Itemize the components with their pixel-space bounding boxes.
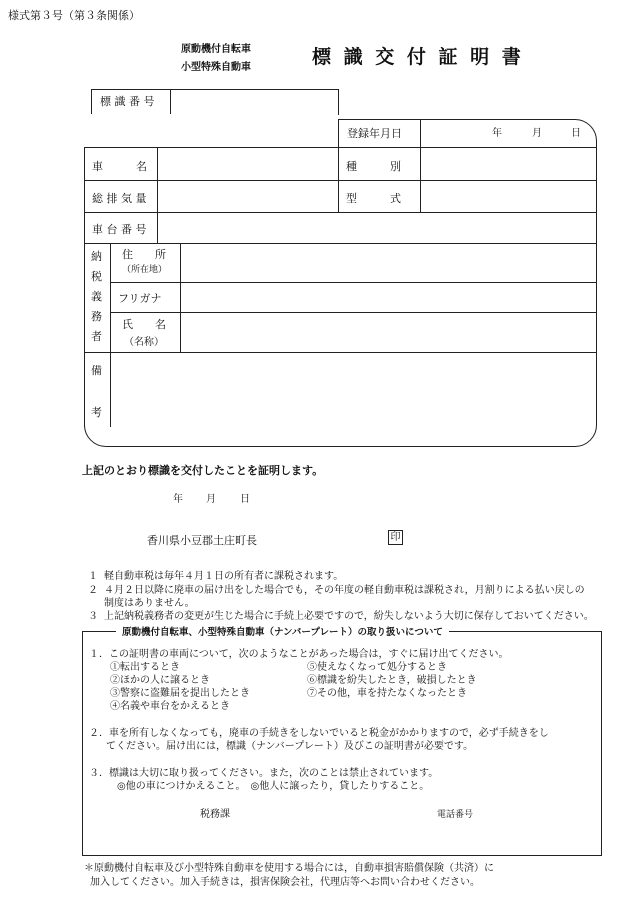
footer-line-1: ＊原動機付自転車及び小型特殊自動車を使用する場合には，自動車損害賠償保険（共済）に [84,863,494,874]
handling-item: ①転出するとき [110,662,180,673]
note-number: ３ [88,611,98,622]
furigana-label: フリガナ [118,292,162,305]
address-sub-label: （所在地） [122,265,168,275]
displacement-label: 総 排 気 量 [92,192,147,205]
certify-statement: 上記のとおり標識を交付したことを証明します。 [82,464,324,477]
registration-form [84,119,597,447]
note-number: ２ [88,585,98,596]
seal-mark: 印 [388,530,403,545]
handling-item: ③警察に盗難届を提出したとき [110,688,250,699]
sign-number-box [91,89,339,115]
certify-month: 月 [206,494,216,505]
name-sub-label: （名称） [124,337,164,348]
vehicle-type-moped: 原動機付自転車 [181,44,251,55]
page-title: 標 識 交 付 証 明 書 [312,46,524,68]
note-text: 軽自動車税は毎年４月１日の所有者に課税されます。 [104,571,344,582]
taxpayer-label-5: 者 [91,330,102,343]
taxpayer-label-2: 税 [91,270,102,283]
handling-item: ⑦その他，車を持たなくなったとき [307,688,467,699]
reg-date-day: 日 [571,128,581,139]
chassis-number-label: 車 台 番 号 [92,223,147,236]
taxpayer-label-3: 義 [91,290,102,303]
certify-year: 年 [173,494,183,505]
vehicle-type-small-special: 小型特殊自動車 [181,62,251,73]
handling-p2-line2: てください。届け出には，標識（ナンバープレート）及びこの証明書が必要です。 [106,741,474,752]
handling-p1-intro: １．この証明書の車両について，次のようなことがあった場合は，すぐに届け出てください。 [89,649,509,660]
reg-date-label: 登録年月日 [347,127,402,140]
handling-item: ②ほかの人に譲るとき [110,675,210,686]
car-name-label: 車 名 [92,160,147,173]
form-number: 様式第３号（第３条関係） [8,9,140,22]
handling-item: ⑤使えなくなって処分するとき [307,662,447,673]
sign-number-label: 標 識 番 号 [100,95,155,108]
remarks-label-1: 備 [91,364,102,377]
handling-title: 原動機付自転車、小型特殊自動車（ナンバープレート）の取り扱いについて [116,624,449,638]
note-number: １ [88,571,98,582]
footer-line-2: 加入してください。加入手続きは，損害保険会社，代理店等へお問い合わせください。 [90,877,480,888]
tax-division: 税務課 [200,809,230,820]
taxpayer-label-1: 納 [91,250,102,263]
name-label: 氏 名 [122,318,166,331]
note-text: 制度はありません。 [104,598,195,609]
phone-number-label: 電話番号 [437,810,474,820]
model-label: 型 式 [346,192,401,205]
handling-item: ⑥標識を紛失したとき，破損したとき [307,675,477,686]
handling-p2-line1: ２．車を所有しなくなっても，廃車の手続きをしないでいると税金がかかりますので，必ず手続きをし [89,728,549,739]
handling-p3-line2: ◎他の車につけかえること。 ◎他人に譲ったり，貸したりすること。 [117,781,430,792]
note-text: ４月２日以降に廃車の届け出をした場合でも，その年度の軽自動車税は課税され，月割りによる払い戻しの [104,585,585,596]
handling-p3-line1: ３．標識は大切に取り扱ってください。また，次のことは禁止されています。 [89,768,439,779]
reg-date-year: 年 [492,128,502,139]
handling-item: ④名義や車台をかえるとき [110,701,230,712]
reg-date-month: 月 [532,128,542,139]
taxpayer-label-4: 務 [91,310,102,323]
kind-label: 種 別 [346,160,401,173]
note-text: 上記納税義務者の変更が生じた場合に手続上必要ですので，紛失しないよう大切に保存しておいてください。 [104,611,594,622]
remarks-label-2: 考 [91,406,102,419]
address-label: 住 所 [122,248,166,261]
issuer-name: 香川県小豆郡土庄町長 [147,534,257,547]
certify-day: 日 [240,494,250,505]
